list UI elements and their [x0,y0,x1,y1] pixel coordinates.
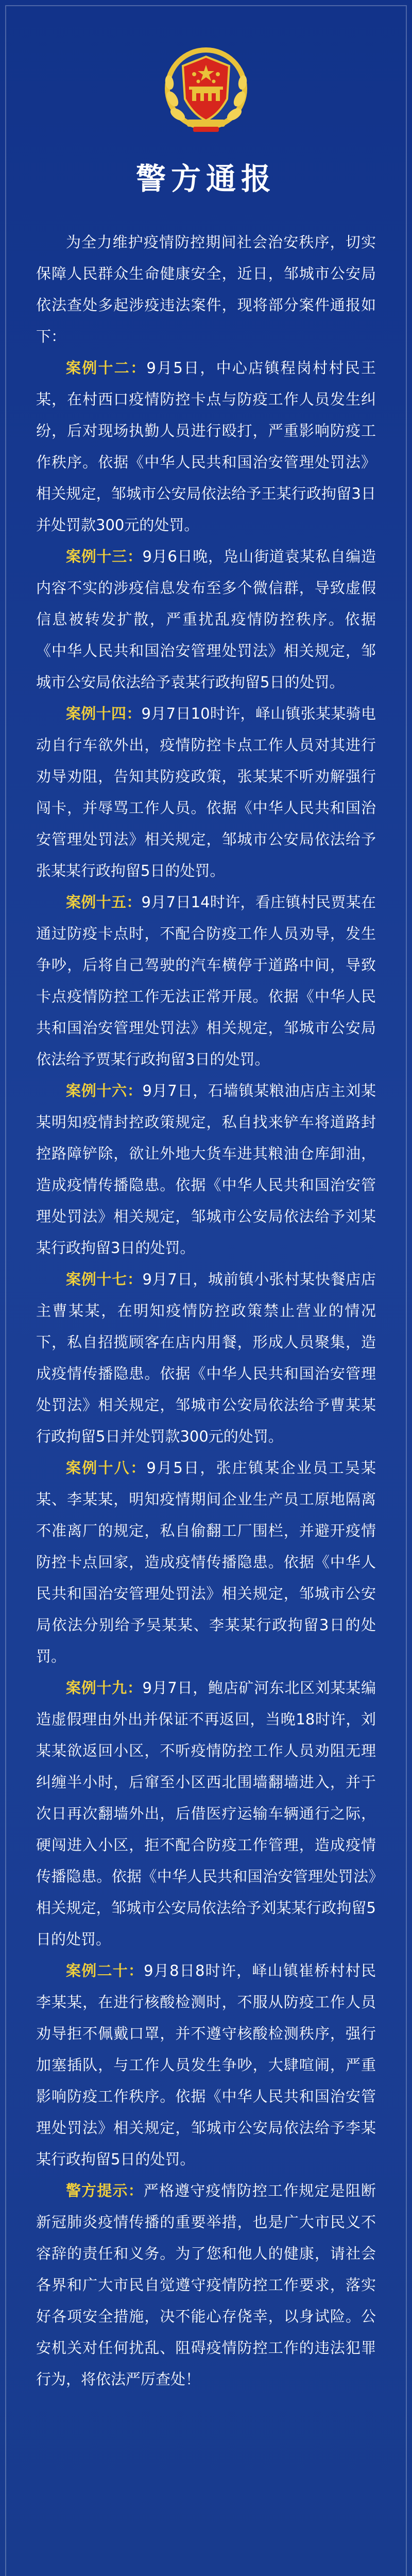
case-label: 案例十五： [66,893,142,911]
case-paragraph [36,698,376,887]
case-text: 9月7日，鲍店矿河东北区刘某某编造虚假理由外出并保证不再返回，当晚18时许，刘某某欲返回小区，不听疫情防控工作人员劝阻无理纠缠半小时，后窜至小区西北围墙翻墙进入，并于次日再次翻墙外出，后借医疗运输车辆通行之际，硬闯进入小区，拒不配合防疫工作管理，造成疫情传播隐患。依据《中华人民共和国治安管理处罚法》相关规定，邹城市公安局依法给予刘某某行政拘留5日的处罚。 [36,1679,376,1948]
case-paragraph [36,1264,376,1452]
case-label: 案例十二： [66,359,147,377]
intro-paragraph: 为全力维护疫情防控期间社会治安秩序，切实保障人民群众生命健康安全，近日，邹城市公安局依法查处多起涉疫违法案件，现将部分案件通报如下： [36,233,376,345]
case-text: 9月7日14时许，看庄镇村民贾某在通过防疫卡点时，不配合防疫工作人员劝导，发生争吵，后将自己驾驶的汽车横停于道路中间，导致卡点疫情防控工作无法正常开展。依据《中华人民共和国治安管理处罚法》相关规定，邹城市公安局依法给予贾某行政拘留3日的处罚。 [36,893,376,1068]
case-label: 案例十七： [66,1270,143,1288]
case-paragraph [36,541,376,698]
emblem-container [0,42,412,135]
police-tip-label: 警方提示： [66,2182,144,2199]
police-emblem-icon [162,42,250,135]
case-paragraph [36,1075,376,1264]
case-text: 9月7日10时许，峄山镇张某某骑电动自行车欲外出，疫情防控卡点工作人员对其进行劝导劝阻，告知其防疫政策，张某某不听劝解强行闯卡，并辱骂工作人员。依据《中华人民共和国治安管理处罚法》相关规定，邹城市公安局依法给予张某某行政拘留5日的处罚。 [36,705,376,879]
page-title: 警方通报 [135,161,276,196]
case-paragraph [36,1955,376,2175]
case-label: 案例十三： [66,548,143,565]
case-text: 9月7日，石墙镇某粮油店店主刘某某明知疫情封控政策规定，私自找来铲车将道路封控路障铲除，欲让外地大货车进其粮油仓库卸油，造成疫情传播隐患。依据《中华人民共和国治安管理处罚法》相关规定，邹城市公安局依法给予刘某某行政拘留3日的处罚。 [36,1082,376,1257]
case-label: 案例十九： [66,1679,143,1697]
case-text: 9月5日，中心店镇程岗村村民王某，在村西口疫情防控卡点与防疫工作人员发生纠纷，后对现场执勤人员进行殴打，严重影响防疫工作秩序。依据《中华人民共和国治安管理处罚法》相关规定，邹城市公安局依法给予王某行政拘留3日并处罚款300元的处罚。 [36,359,376,534]
case-paragraph [36,887,376,1075]
case-text: 9月8日8时许，峄山镇崔桥村村民李某某，在进行核酸检测时，不服从防疫工作人员劝导拒不佩戴口罩，并不遵守核酸检测秩序，强行加塞插队，与工作人员发生争吵，大肆喧闹，严重影响防疫工作秩序。依据《中华人民共和国治安管理处罚法》相关规定，邹城市公安局依法给予李某某行政拘留5日的处罚。 [36,1962,376,2168]
case-label: 案例二十： [66,1962,144,1979]
case-label: 案例十六： [66,1082,143,1099]
case-paragraph [36,352,376,541]
case-label: 案例十八： [66,1459,147,1477]
case-text: 9月7日，城前镇小张村某快餐店店主曹某某，在明知疫情防控政策禁止营业的情况下，私自招揽顾客在店内用餐，形成人员聚集，造成疫情传播隐患。依据《中华人民共和国治安管理处罚法》相关规定，邹城市公安局依法给予曹某某行政拘留5日并处罚款300元的处罚。 [36,1270,376,1445]
case-text: 9月6日晚，凫山街道袁某私自编造内容不实的涉疫信息发布至多个微信群，导致虚假信息被转发扩散，严重扰乱疫情防控秩序。依据《中华人民共和国治安管理处罚法》相关规定，邹城市公安局依法给予袁某行政拘留5日的处罚。 [36,548,376,691]
police-tip-paragraph [36,2175,376,2395]
police-tip-text: 严格遵守疫情防控工作规定是阻断新冠肺炎疫情传播的重要举措，也是广大市民义不容辞的责任和义务。为了您和他人的健康，请社会各界和广大市民自觉遵守疫情防控工作要求，落实好各项安全措施，决不能心存侥幸，以身试险。公安机关对任何扰乱、阻碍疫情防控工作的违法犯罪行为，将依法严厉查处！ [36,2182,376,2388]
case-paragraph [36,1672,376,1955]
case-paragraph [36,1452,376,1672]
case-text: 9月5日，张庄镇某企业员工吴某某、李某某，明知疫情期间企业生产员工原地隔离不准离厂的规定，私自偷翻工厂围栏，并避开疫情防控卡点回家，造成疫情传播隐患。依据《中华人民共和国治安管理处罚法》相关规定，邹城市公安局依法分别给予吴某某、李某某行政拘留3日的处罚。 [36,1459,376,1665]
notice-body [36,227,376,2395]
case-label: 案例十四： [66,705,142,722]
